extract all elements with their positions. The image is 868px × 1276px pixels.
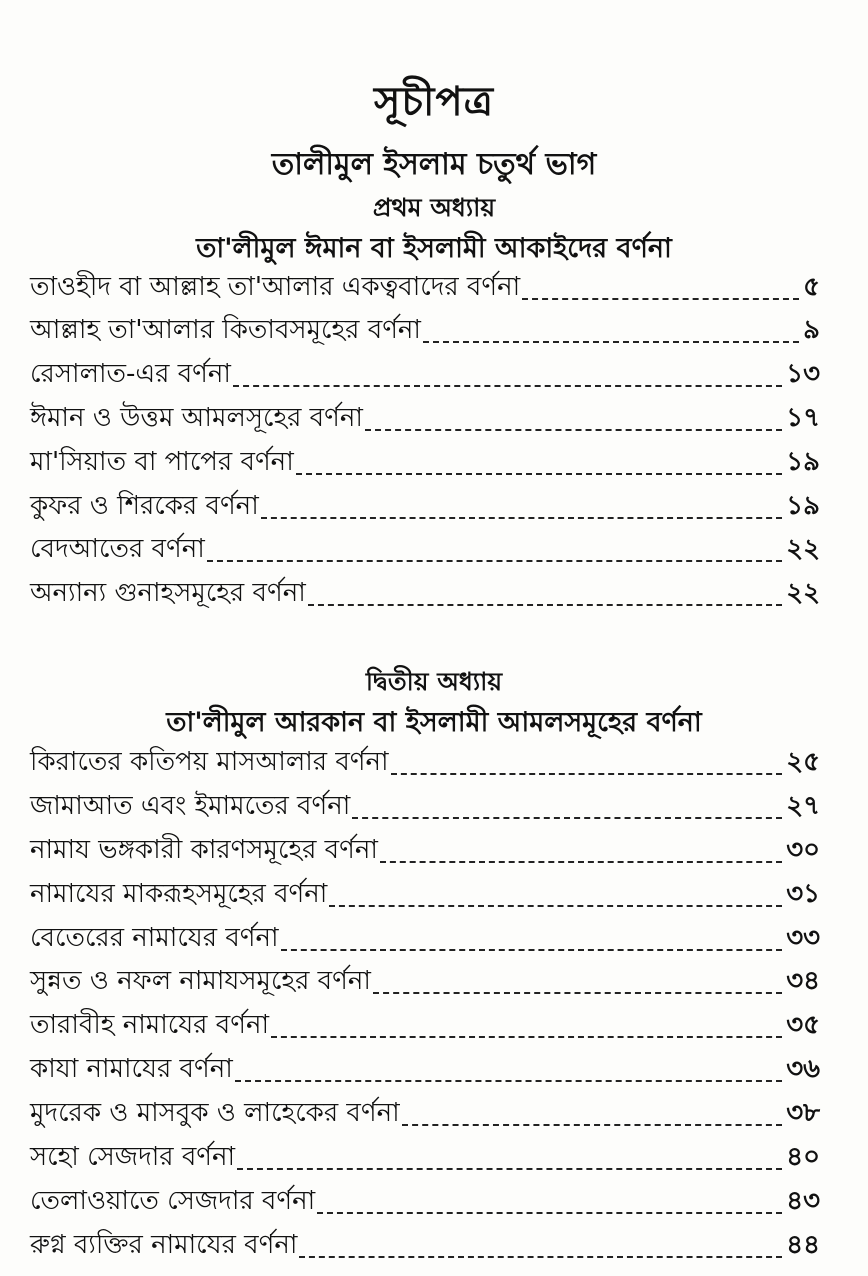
toc-entry	[30, 532, 820, 572]
toc-entry-page: ২২	[786, 578, 820, 608]
toc-entry-page: ৩৩	[786, 923, 820, 953]
toc-entry	[30, 445, 820, 485]
toc-entry-title: জামাআত এবং ইমামতের বর্ণনা	[30, 791, 351, 821]
toc-entry-title: অন্যান্য গুনাহসমূহের বর্ণনা	[30, 578, 306, 608]
toc-entry-title: সুন্নত ও নফল নামাযসমূহের বর্ণনা	[30, 966, 371, 996]
toc-entry-page: ১৯	[786, 491, 820, 521]
toc-entry	[30, 313, 820, 353]
toc-entry	[30, 1008, 820, 1048]
dot-leader	[299, 1256, 782, 1258]
toc-entry	[30, 401, 820, 441]
toc-entry-page: ৩৮	[786, 1098, 820, 1128]
toc-entry-page: ৯	[803, 315, 820, 345]
toc-entry-title: ঈমান ও উত্তম আমলসূহের বর্ণনা	[30, 403, 363, 433]
chapter-2-heading: দ্বিতীয় অধ্যায়	[365, 667, 503, 696]
toc-entry-title: আল্লাহ তা'আলার কিতাবসমূহের বর্ণনা	[30, 315, 421, 345]
toc-entry	[30, 1096, 820, 1136]
toc-entry-title: তেলাওয়াতে সেজদার বর্ণনা	[30, 1186, 316, 1216]
dot-leader	[329, 905, 782, 907]
toc-entry-page: ৪৩	[786, 1186, 820, 1216]
toc-entry-page: ৩৪	[786, 966, 820, 996]
toc-entry-title: মুদরেক ও মাসবুক ও লাহেকের বর্ণনা	[30, 1098, 400, 1128]
dot-leader	[207, 560, 782, 562]
dot-leader	[308, 604, 782, 606]
toc-entry-page: ৪০	[786, 1142, 820, 1172]
toc-entry-page: ১৭	[786, 403, 820, 433]
toc-entry-title: বেদআতের বর্ণনা	[30, 534, 205, 564]
chapter-1-subheading: তা'লীমুল ঈমান বা ইসলামী আকাইদের বর্ণনা	[196, 233, 672, 264]
toc-entry-title: রুগ্ন ব্যক্তির নামাযের বর্ণনা	[30, 1230, 298, 1260]
toc-entry-title: তাওহীদ বা আল্লাহ তা'আলার একত্ববাদের বর্ণনা	[30, 272, 521, 302]
toc-entry-page: ১৩	[786, 359, 820, 389]
dot-leader	[373, 992, 782, 994]
dot-leader	[261, 517, 783, 519]
toc-entry	[30, 833, 820, 873]
toc-entry-page: ৫	[803, 272, 820, 302]
dot-leader	[237, 1168, 782, 1170]
toc-entry-page: ৩১	[786, 879, 820, 909]
dot-leader	[281, 949, 783, 951]
toc-entry-page: ৩৬	[786, 1054, 820, 1084]
toc-entry	[30, 745, 820, 785]
part-title: তালীমুল ইসলাম চতুর্থ ভাগ	[271, 147, 597, 182]
toc-entry-title: কাযা নামাযের বর্ণনা	[30, 1054, 233, 1084]
toc-entry	[30, 964, 820, 1004]
chapter-2-subheading: তা'লীমুল আরকান বা ইসলামী আমলসমূহের বর্ণনা	[166, 707, 702, 738]
toc-entry	[30, 877, 820, 917]
dot-leader	[296, 473, 783, 475]
toc-entry	[30, 921, 820, 961]
toc-entry-page: ৩০	[786, 835, 820, 865]
dot-leader	[423, 341, 799, 343]
toc-entry	[30, 1140, 820, 1180]
toc-entry-page: ৩৫	[786, 1010, 820, 1040]
toc-entry	[30, 1052, 820, 1092]
toc-entry-title: রেসালাত-এর বর্ণনা	[30, 359, 231, 389]
dot-leader	[402, 1124, 783, 1126]
toc-entry-title: কুফর ও শিরকের বর্ণনা	[30, 491, 259, 521]
dot-leader	[391, 773, 783, 775]
toc-entry	[30, 357, 820, 397]
toc-entry	[30, 489, 820, 529]
dot-leader	[235, 1080, 782, 1082]
toc-entry-title: মা'সিয়াত বা পাপের বর্ণনা	[30, 447, 294, 477]
dot-leader	[352, 817, 782, 819]
dot-leader	[365, 429, 782, 431]
toc-entry-page: ৪৪	[786, 1230, 820, 1260]
toc-entry-page: ২৭	[786, 791, 820, 821]
toc-entry-title: নামাযের মাকরূহসমূহের বর্ণনা	[30, 879, 328, 909]
chapter-1-heading: প্রথম অধ্যায়	[372, 193, 496, 222]
toc-entry-title: সহো সেজদার বর্ণনা	[30, 1142, 236, 1172]
toc-entry	[30, 1184, 820, 1224]
dot-leader	[233, 385, 782, 387]
dot-leader	[271, 1036, 782, 1038]
toc-entry	[30, 576, 820, 616]
toc-entry-title: কিরাতের কতিপয় মাসআলার বর্ণনা	[30, 747, 389, 777]
dot-leader	[522, 298, 799, 300]
toc-entry-page: ২৫	[786, 747, 820, 777]
toc-entry	[30, 270, 820, 310]
toc-entry-title: নামায ভঙ্গকারী কারণসমূহের বর্ণনা	[30, 835, 378, 865]
toc-entry-title: বেতেরের নামাযের বর্ণনা	[30, 923, 279, 953]
toc-entry	[30, 1228, 820, 1268]
dot-leader	[380, 861, 782, 863]
dot-leader	[317, 1212, 782, 1214]
toc-entry	[30, 789, 820, 829]
toc-entry-title: তারাবীহ নামাযের বর্ণনা	[30, 1010, 269, 1040]
toc-entry-page: ১৯	[786, 447, 820, 477]
page-title: সূচীপত্র	[374, 79, 494, 125]
toc-entry-page: ২২	[786, 534, 820, 564]
